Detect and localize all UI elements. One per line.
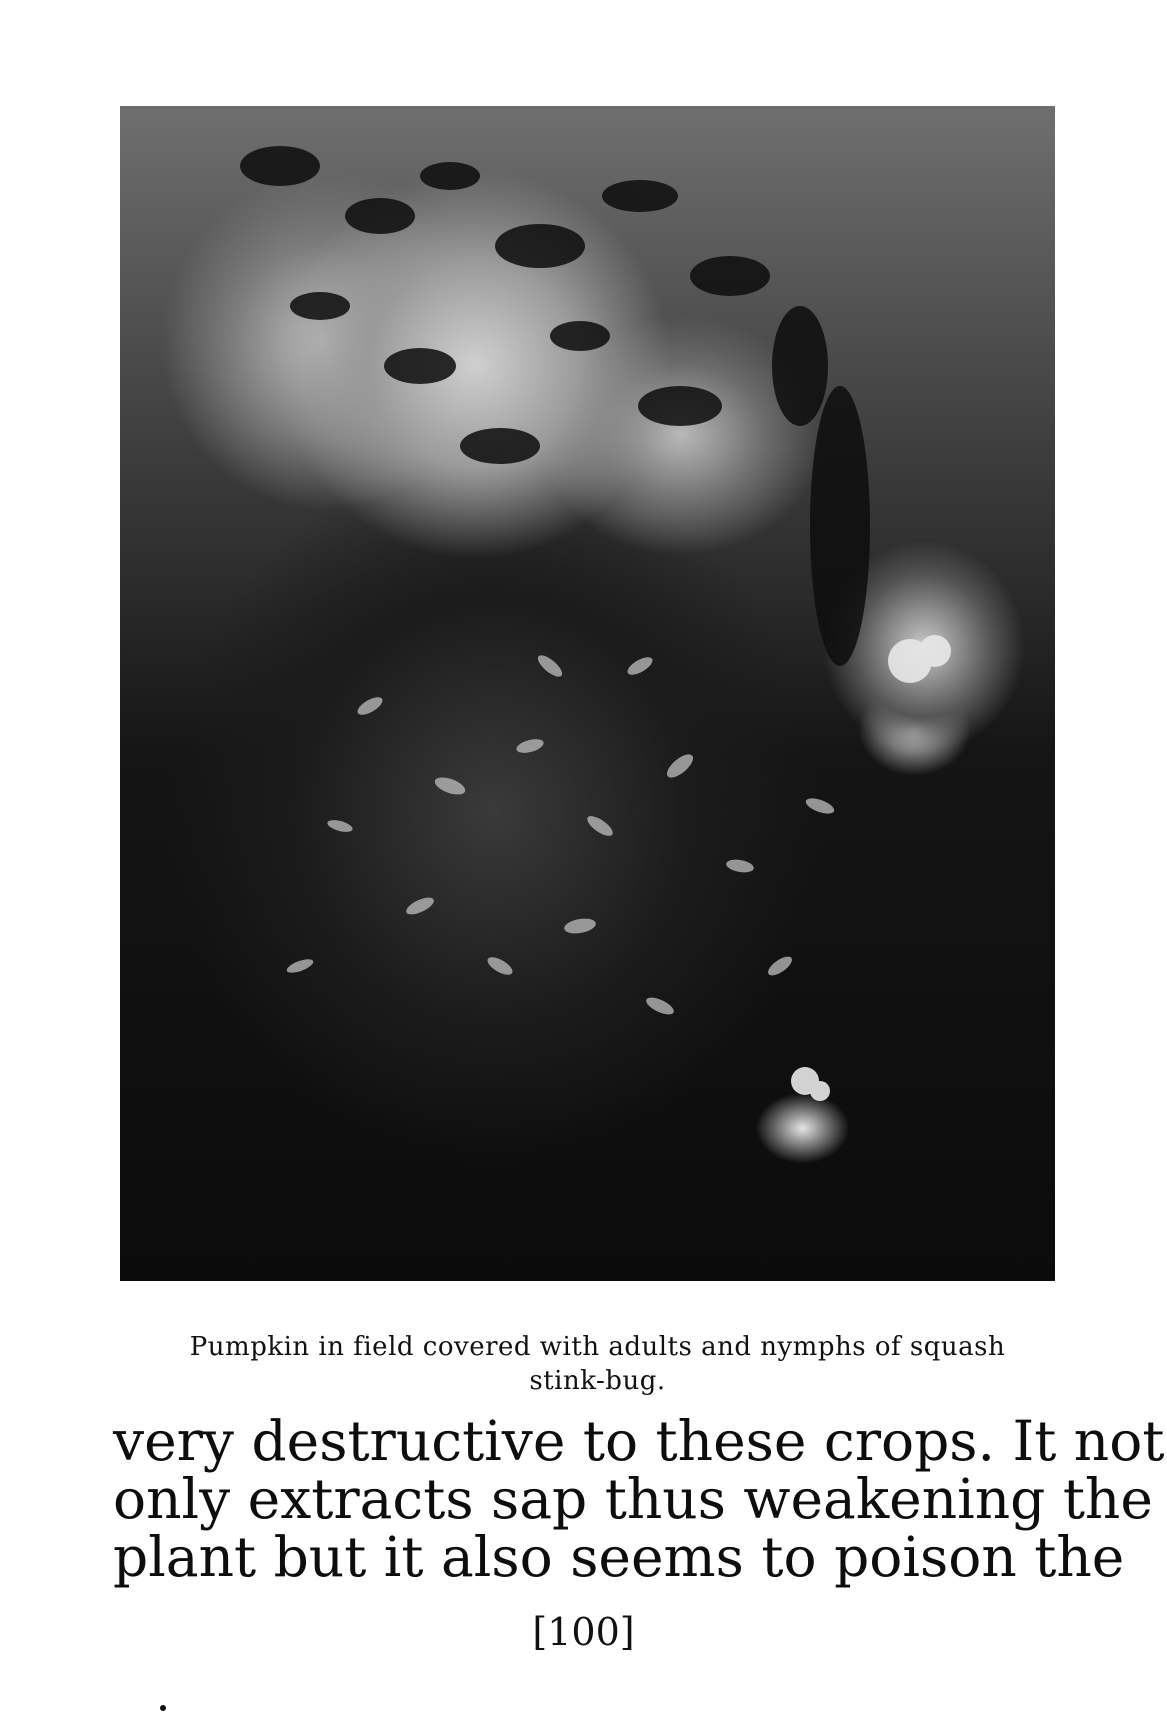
figure-caption	[130, 1330, 1065, 1398]
caption-line-2: stink-bug.	[529, 1366, 666, 1396]
caption-line-1: Pumpkin in field covered with adults and nymphs of squash	[189, 1332, 1006, 1362]
body-line-2: only extracts sap thus weakening the	[113, 1467, 1153, 1531]
photograph	[120, 106, 1055, 1281]
body-line-3: plant but it also seems to poison the	[113, 1525, 1125, 1589]
print-speck	[160, 1705, 166, 1711]
photo-texture	[120, 106, 1055, 1281]
body-paragraph	[113, 1409, 1165, 1589]
body-line-1: very destructive to these crops. It not	[113, 1409, 1165, 1473]
page-number: [100]	[532, 1610, 635, 1654]
